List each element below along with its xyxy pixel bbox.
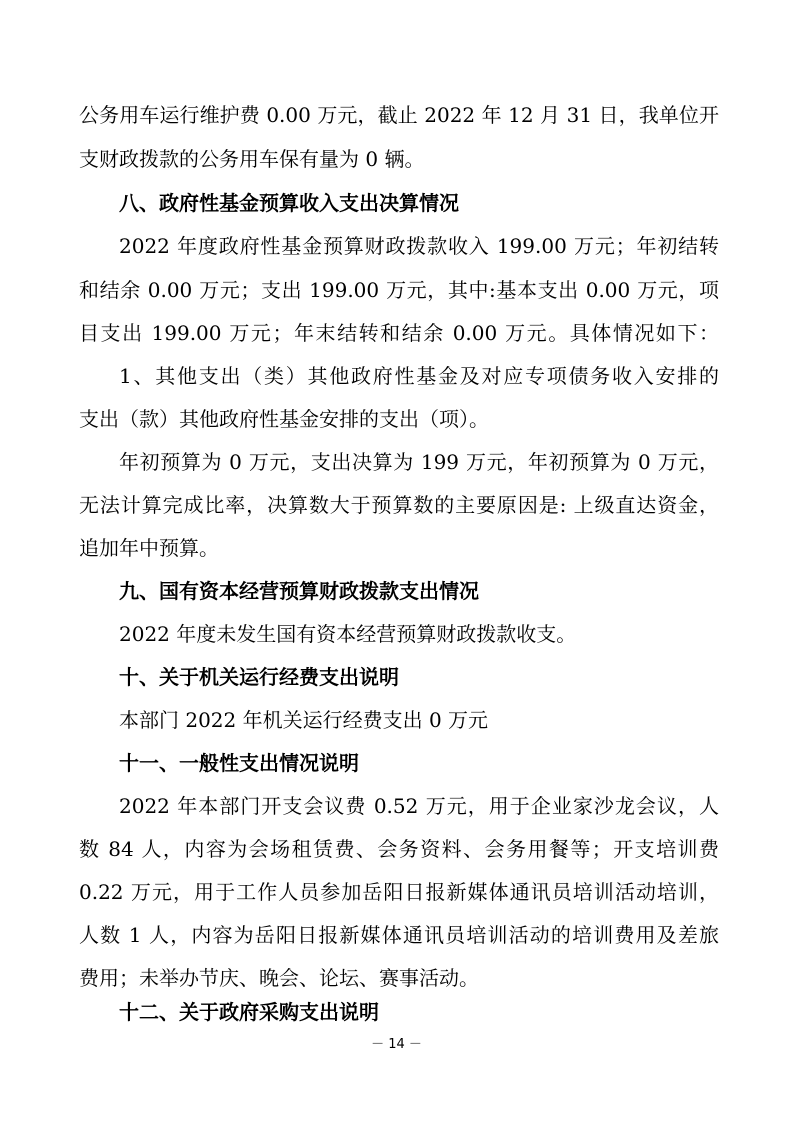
section-heading-state-capital: 九、国有资本经营预算财政拨款支出情况 bbox=[119, 579, 479, 603]
body-text-line: 公务用车运行维护费 0.00 万元，截止 2022 年 12 月 31 日，我单位开 bbox=[79, 103, 719, 127]
body-text-line: 费用；未举办节庆、晚会、论坛、赛事活动。 bbox=[79, 966, 479, 990]
subsection-heading: 1、其他支出（类）其他政府性基金及对应专项债务收入安排的 bbox=[119, 364, 719, 388]
body-text-line: 目支出 199.00 万元；年末结转和结余 0.00 万元。具体情况如下： bbox=[79, 321, 719, 345]
body-text-line: 和结余 0.00 万元；支出 199.00 万元，其中:基本支出 0.00 万元，项 bbox=[79, 278, 719, 302]
section-heading-government-fund: 八、政府性基金预算收入支出决算情况 bbox=[119, 191, 459, 215]
body-text-line: 2022 年度未发生国有资本经营预算财政拨款收支。 bbox=[119, 622, 577, 646]
body-text-line: 2022 年度政府性基金预算财政拨款收入 199.00 万元；年初结转 bbox=[119, 234, 719, 258]
page-number: － 14 － bbox=[371, 1037, 422, 1052]
body-text-line: 数 84 人，内容为会场租赁费、会务资料、会务用餐等；开支培训费 bbox=[79, 837, 719, 861]
section-heading-operating-expenses: 十、关于机关运行经费支出说明 bbox=[119, 665, 399, 689]
body-text-line: 年初预算为 0 万元，支出决算为 199 万元，年初预算为 0 万元， bbox=[119, 450, 719, 474]
body-text-line: 0.22 万元，用于工作人员参加岳阳日报新媒体通讯员培训活动培训， bbox=[79, 880, 719, 904]
body-text-line: 支出（款）其他政府性基金安排的支出（项）。 bbox=[79, 407, 489, 431]
body-text-line: 本部门 2022 年机关运行经费支出 0 万元 bbox=[119, 708, 489, 732]
section-heading-procurement: 十二、关于政府采购支出说明 bbox=[119, 1000, 379, 1024]
section-heading-general-expenditure: 十一、一般性支出情况说明 bbox=[119, 751, 359, 775]
body-text-line: 支财政拨款的公务用车保有量为 0 辆。 bbox=[79, 147, 425, 171]
body-text-line: 2022 年本部门开支会议费 0.52 万元，用于企业家沙龙会议，人 bbox=[119, 794, 719, 818]
body-text-line: 无法计算完成比率，决算数大于预算数的主要原因是: 上级直达资金， bbox=[79, 493, 719, 517]
body-text-line: 追加年中预算。 bbox=[79, 536, 219, 560]
body-text-line: 人数 1 人，内容为岳阳日报新媒体通讯员培训活动的培训费用及差旅 bbox=[79, 923, 719, 947]
